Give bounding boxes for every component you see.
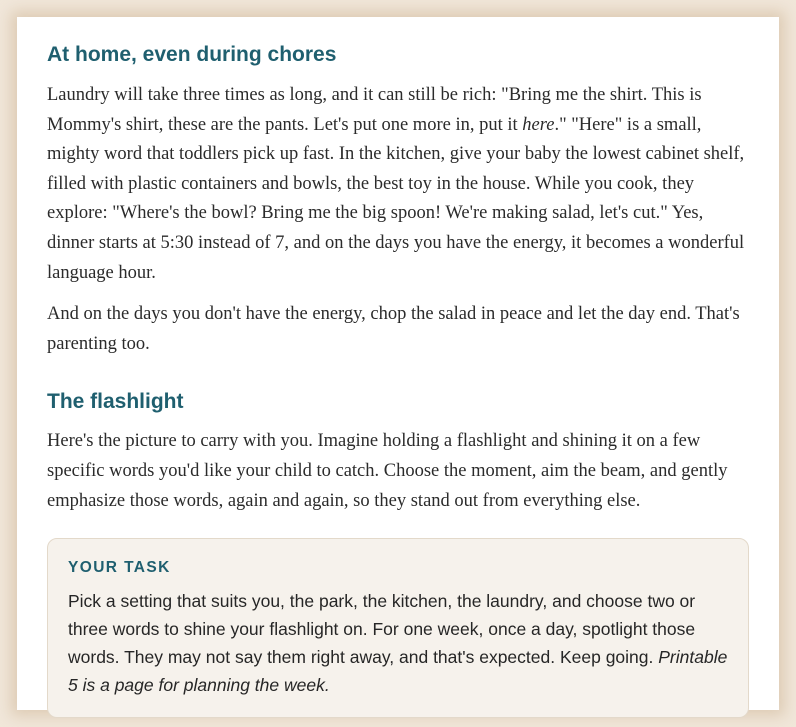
section-heading-chores: At home, even during chores (47, 43, 337, 66)
task-text-printable-note: Printable 5 is a page for planning the week. (68, 647, 728, 696)
emphasis-here: here (522, 114, 555, 135)
document-page (17, 17, 779, 710)
section-heading-flashlight: The flashlight (47, 390, 184, 414)
paragraph-laundry-text-a: Laundry will take three times as long, and it can still be rich: "Bring me the shirt. This is Mommy's shirt, these are the pants. Let's put one more in, put it (47, 85, 702, 135)
paragraph-laundry (47, 81, 749, 288)
task-box (47, 538, 749, 718)
paragraph-energy: And on the days you don't have the energy, chop the salad in peace and let the day end. That's parenting too. (47, 304, 740, 354)
task-text-main: Pick a setting that suits you, the park, the kitchen, the laundry, and choose two or three words to shine your flashlight on. For one week, once a day, spotlight those words. They may not say them right away, and that's expected. Keep going. (68, 591, 696, 668)
task-text (68, 587, 728, 699)
paragraph-flashlight: Here's the picture to carry with you. Imagine holding a flashlight and shining it on a few specific words you'd like your child to catch. Choose the moment, aim the beam, and gently emphasize those words, again and again, so they stand out from everything else. (47, 431, 728, 511)
task-label: YOUR TASK (68, 559, 171, 577)
paragraph-laundry-text-b: ." "Here" is a small, mighty word that toddlers pick up fast. In the kitchen, give your baby the lowest cabinet shelf, filled with plastic containers and bowls, the best toy in the house. While you cook, they explore: "Where's the bowl? Bring me the big spoon! We're making salad, let's cut." Yes, dinner starts at 5:30 instead of 7, and on the days you have the energy, it becomes a wonderful language hour. (47, 114, 745, 283)
